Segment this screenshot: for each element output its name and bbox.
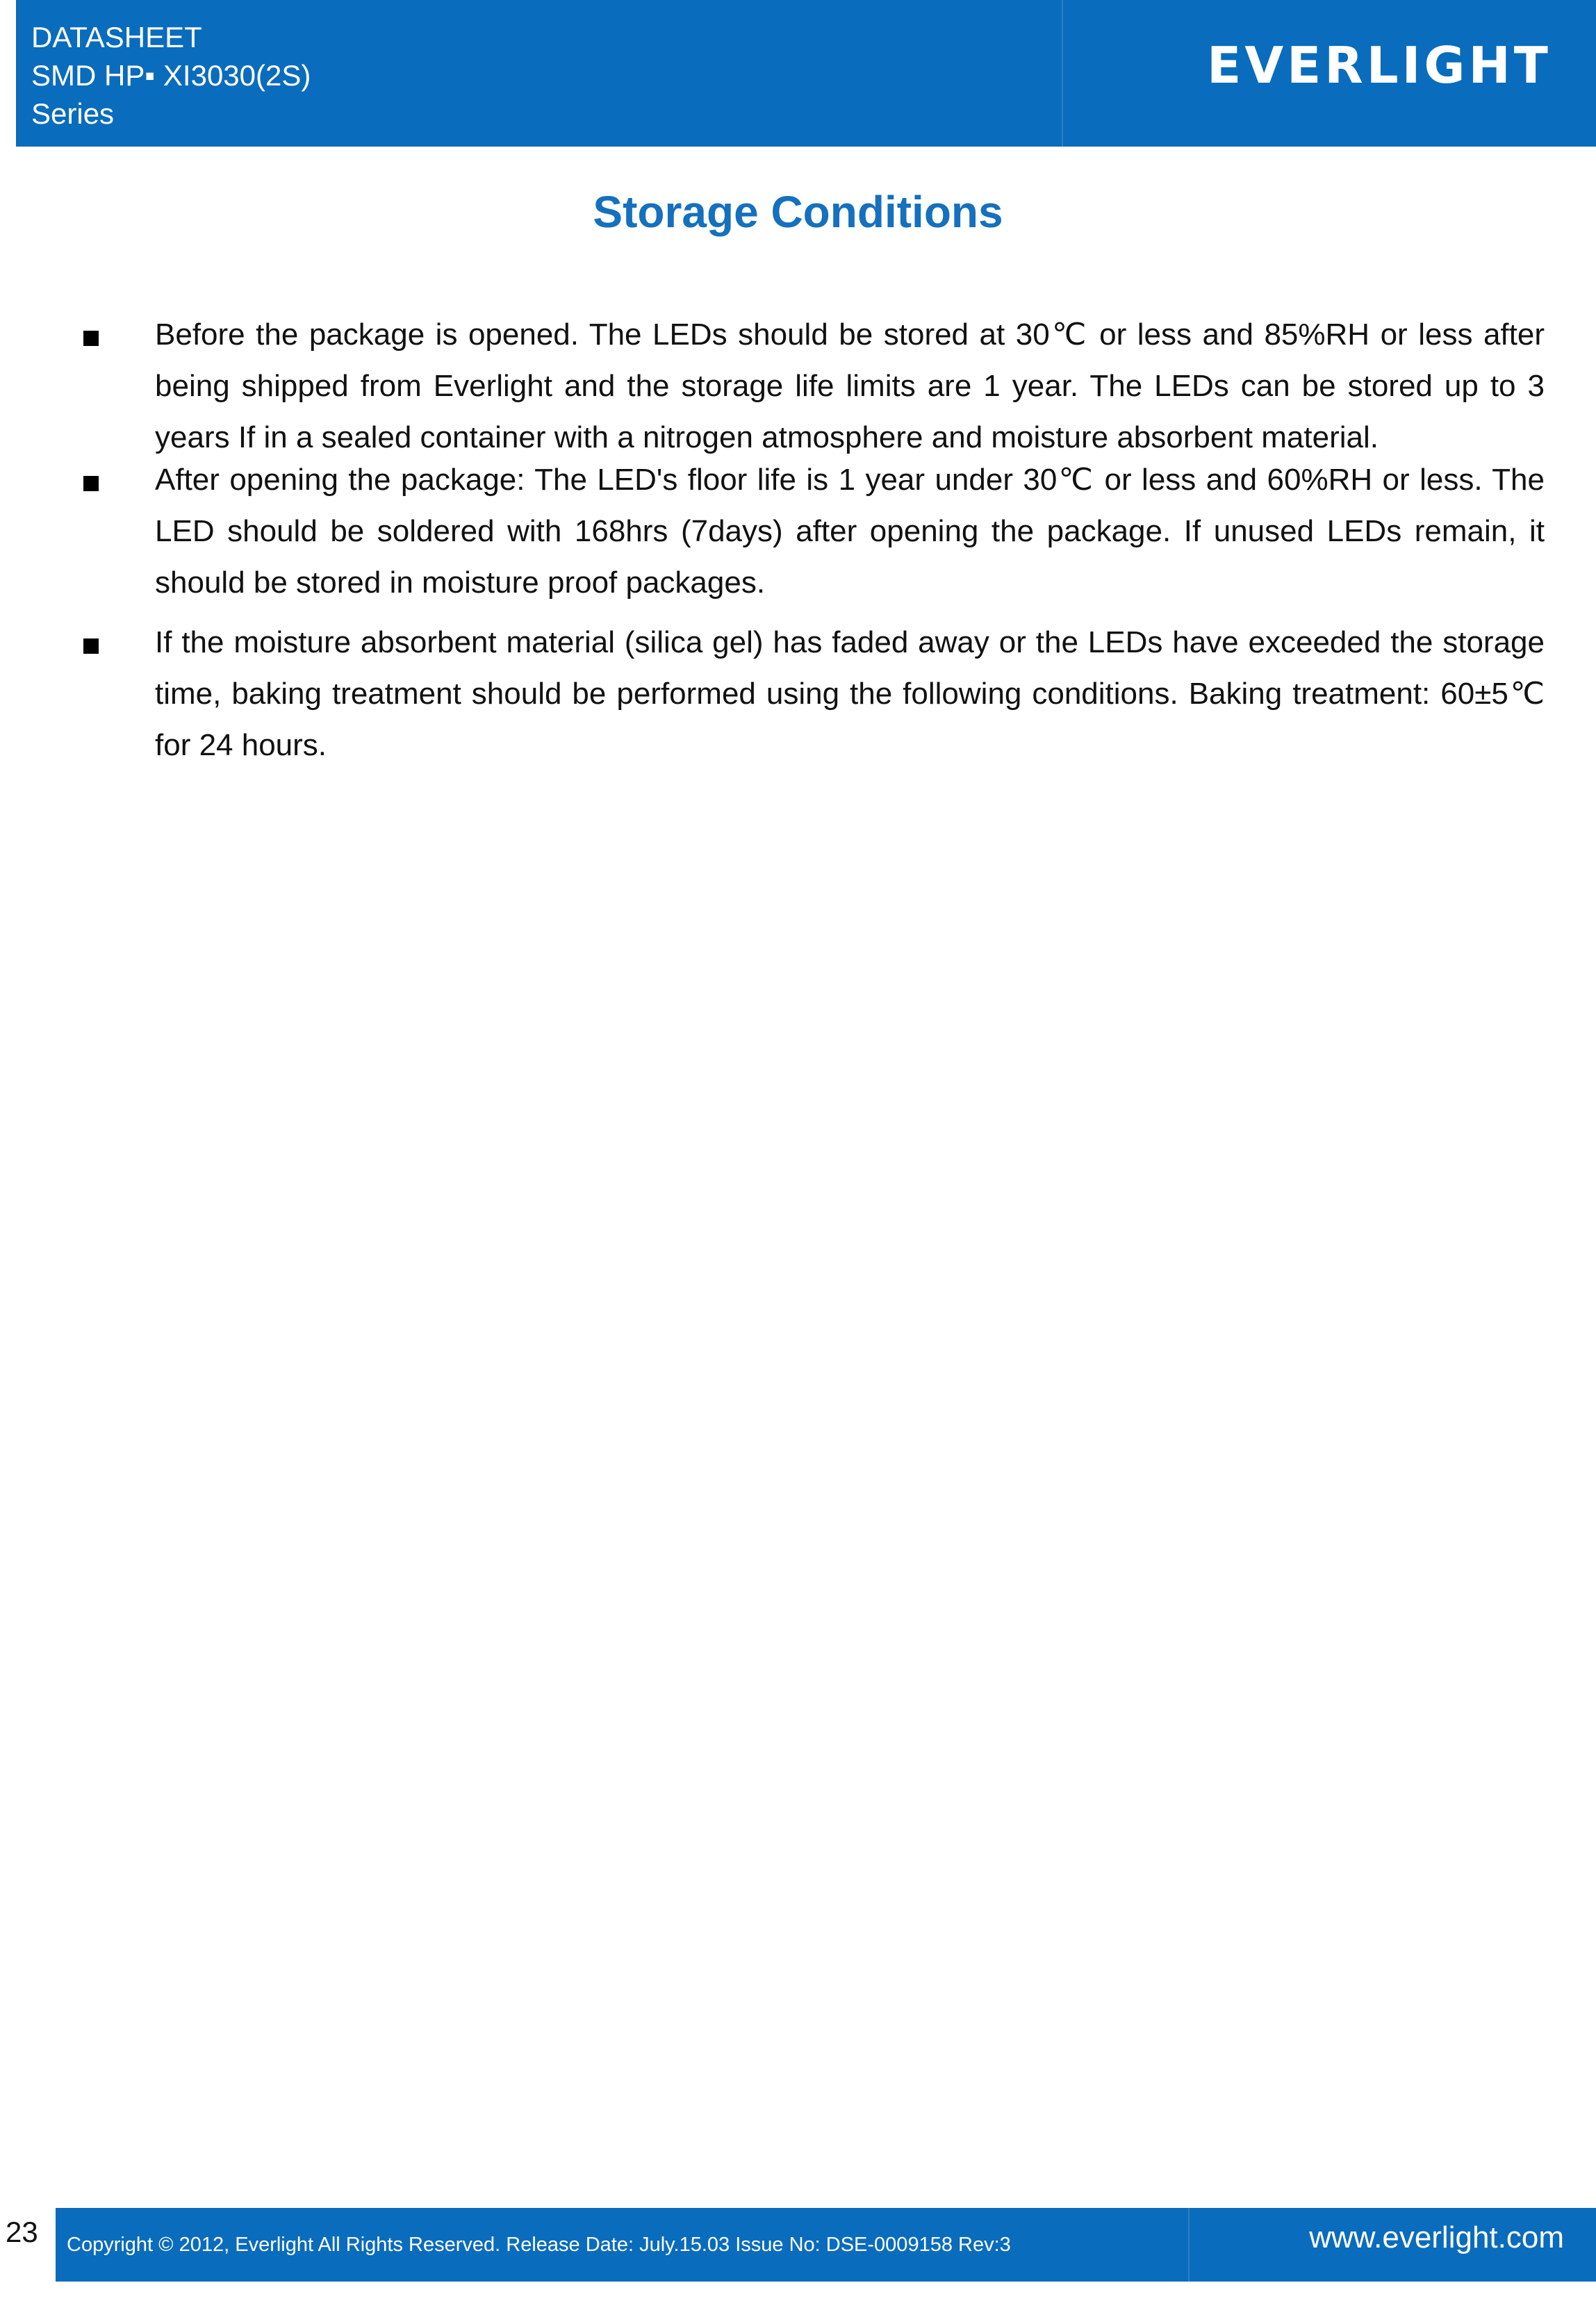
doc-type: DATASHEET: [31, 21, 202, 53]
list-item-text: Before the package is opened. The LEDs should be stored at 30℃ or less and 85%RH or less after being shipped from Everlight and the storage life limits are 1 year. The LEDs can be stored up to 3 years If in a sealed container with a nitrogen atmosphere and moisture absorbent material.: [155, 318, 1545, 454]
page-header: [16, 0, 1596, 147]
website-link[interactable]: www.everlight.com: [1309, 2220, 1564, 2254]
list-item-text: If the moisture absorbent material (silica gel) has faded away or the LEDs have exceeded the storage time, baking treatment should be performed using the following conditions. Baking treatment: 60±5℃ for 24 hours.: [155, 625, 1545, 762]
square-bullet-icon: [83, 331, 99, 346]
list-item-text: After opening the package: The LED's floor life is 1 year under 30℃ or less and 60%RH or less. The LED should be soldered with 168hrs (7days) after opening the package. If unused LEDs remain, it should be stored in moisture proof packages.: [155, 463, 1545, 600]
page-footer: [0, 2208, 1596, 2282]
copyright-notice: Copyright © 2012, Everlight All Rights Reserved. Release Date: July.15.03 Issue No: DSE-0009158 Rev:3: [67, 2234, 1011, 2256]
header-divider: [1062, 0, 1063, 147]
document-info: [31, 18, 311, 133]
square-bullet-icon: [83, 476, 99, 491]
everlight-logo: EVERLIGHT: [1207, 36, 1552, 94]
page-number: 23: [0, 2208, 56, 2282]
product-series: Series: [31, 97, 115, 130]
product-name: SMD HP▪ XI3030(2S): [31, 59, 311, 92]
square-bullet-icon: [83, 638, 99, 654]
footer-divider: [1188, 2208, 1190, 2282]
page-title: Storage Conditions: [593, 187, 1003, 237]
